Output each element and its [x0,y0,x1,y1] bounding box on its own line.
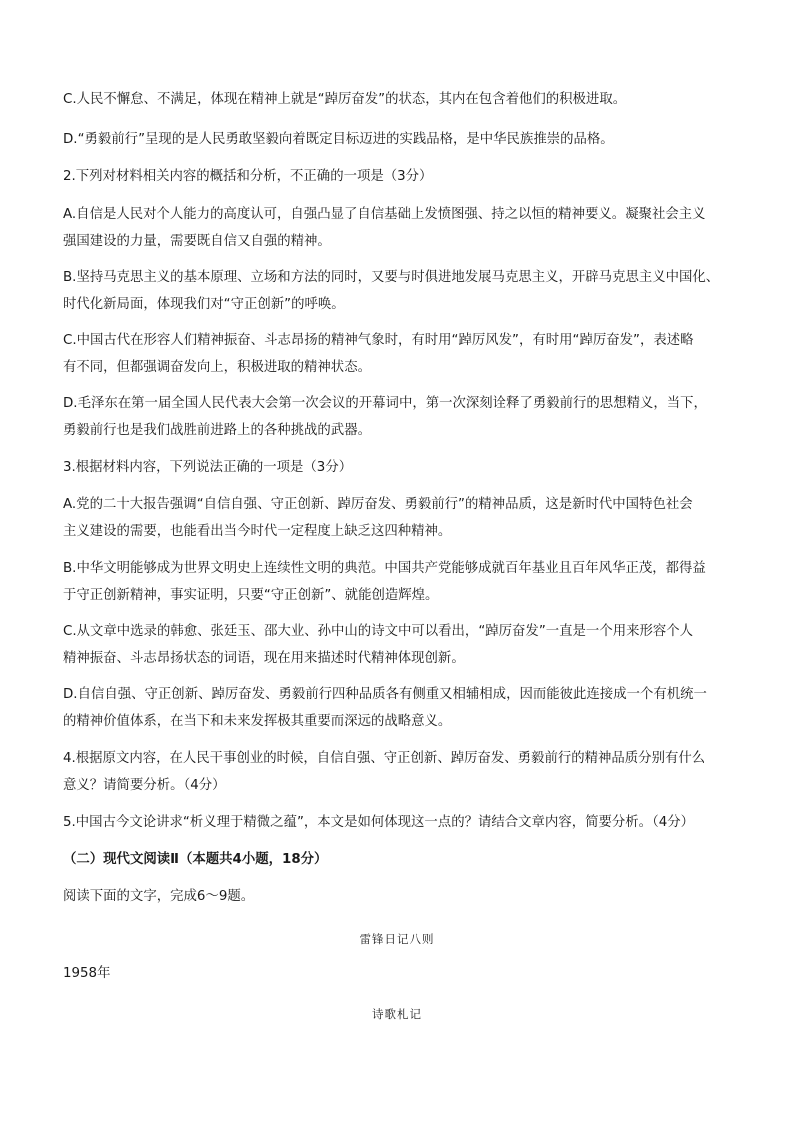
question-4-line2: 意义？请简要分析。（4分） [63,778,226,793]
q2-option-d-line2: 勇毅前行也是我们战胜前进路上的各种挑战的武器。 [63,423,371,438]
question-4-line1: 4.根据原文内容，在人民干事创业的时候，自信自强、守正创新、踔厉奋发、勇毅前行的精神品质分别有什么 [63,751,706,766]
article-subtitle: 诗歌札记 [372,1007,422,1021]
question-5: 5.中国古今文论讲求“析义理于精微之蕴”，本文是如何体现这一点的？请结合文章内容，简要分析。（4分） [63,815,695,830]
q2-option-a-line2: 强国建设的力量，需要既自信又自强的精神。 [63,234,331,249]
q3-option-b-line1: B.中华文明能够成为世界文明史上连续性文明的典范。中国共产党能够成就百年基业且百年风华正茂，都得益 [63,561,706,576]
q2-option-a-line1: A.自信是人民对个人能力的高度认可，自强凸显了自信基础上发愤图强、持之以恒的精神要义。凝聚社会主义 [63,207,706,222]
article-title: 雷锋日记八则 [359,932,435,946]
q3-option-b-line2: 于守正创新精神，事实证明，只要“守正创新”、就能创造辉煌。 [63,588,439,603]
q3-option-a-line2: 主义建设的需要，也能看出当今时代一定程度上缺乏这四种精神。 [63,524,452,539]
q2-option-b-line2: 时代化新局面，体现我们对“守正创新”的呼唤。 [63,297,345,312]
question-3: 3.根据材料内容，下列说法正确的一项是（3分） [63,460,353,475]
q3-option-a-line1: A.党的二十大报告强调“自信自强、守正创新、踔厉奋发、勇毅前行”的精神品质，这是新时代中国特色社会 [63,497,693,512]
option-d-q1: D.“勇毅前行”呈现的是人民勇敢坚毅向着既定目标迈进的实践品格，是中华民族推崇的品格。 [63,132,614,147]
reading-instruction: 阅读下面的文字，完成6～9题。 [63,889,255,904]
q2-option-c-line2: 有不同，但都强调奋发向上，积极进取的精神状态。 [63,360,371,375]
q3-option-d-line1: D.自信自强、守正创新、踔厉奋发、勇毅前行四种品质各有侧重又相辅相成，因而能彼此连接成一个有机统一 [63,687,707,702]
section-heading: （二）现代文阅读Ⅱ（本题共4小题，18分） [63,852,328,867]
q3-option-d-line2: 的精神价值体系，在当下和未来发挥极其重要而深远的战略意义。 [63,714,452,729]
question-2: 2.下列对材料相关内容的概括和分析，不正确的一项是（3分） [63,169,433,184]
q2-option-d-line1: D.毛泽东在第一届全国人民代表大会第一次会议的开幕词中，第一次深刻诠释了勇毅前行的思想精义，当下， [63,396,707,411]
q2-option-c-line1: C.中国古代在形容人们精神振奋、斗志昂扬的精神气象时，有时用“踔厉风发”，有时用“踔厉奋发”，表述略 [63,333,694,348]
q2-option-b-line1: B.坚持马克思主义的基本原理、立场和方法的同时，又要与时俱进地发展马克思主义，开辟马克思主义中国化、 [63,270,720,285]
option-c-q1: C.人民不懈怠、不满足，体现在精神上就是“踔厉奋发”的状态，其内在包含着他们的积极进取。 [63,92,627,107]
q3-option-c-line2: 精神振奋、斗志昂扬状态的词语，现在用来描述时代精神体现创新。 [63,651,465,666]
diary-year: 1958年 [63,966,111,981]
q3-option-c-line1: C.从文章中选录的韩愈、张廷玉、邵大业、孙中山的诗文中可以看出，“踔厉奋发”一直是一个用来形容个人 [63,624,694,639]
